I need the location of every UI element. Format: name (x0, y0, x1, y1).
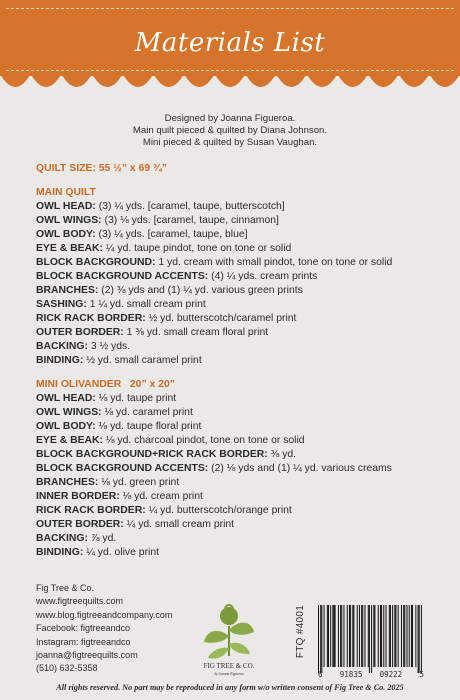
material-item (36, 546, 446, 560)
barcode-bar (328, 605, 329, 667)
materials-content (36, 162, 446, 560)
barcode-bar (327, 605, 328, 667)
barcode-bar (415, 605, 416, 667)
material-value: ¼ yd. small cream print (123, 519, 235, 530)
barcode-bar (395, 605, 396, 667)
material-value: (2) ⅜ yds and (1) ¼ yd. various green prints (98, 285, 303, 296)
barcode-bar (335, 605, 336, 667)
material-value: ⅛ yd. green print (98, 477, 180, 488)
barcode-bar (321, 605, 322, 673)
material-item (36, 354, 446, 368)
material-item (36, 476, 446, 490)
material-label: SASHING: (36, 299, 87, 310)
material-label: OWL WINGS: (36, 215, 102, 226)
barcode-bar (389, 605, 390, 667)
barcode-digits (318, 670, 424, 679)
material-value: 1 ¼ yd. small cream print (86, 299, 206, 310)
barcode-bar (340, 605, 341, 667)
barcode-bar (330, 605, 331, 667)
material-label: EYE & BEAK: (36, 243, 103, 254)
material-label: RICK RACK BORDER: (36, 313, 146, 324)
barcode-bar (398, 605, 399, 667)
material-value: ⅛ yd. taupe print (95, 393, 177, 404)
material-value: 3 ½ yds. (87, 341, 131, 352)
logo-subtext: by Joanna Figueroa (214, 672, 244, 676)
facebook-handle: Facebook: figtreeandco (36, 623, 131, 634)
barcode-bar (385, 605, 386, 667)
material-value: ⅛ yd. caramel print (101, 407, 193, 418)
barcode-bar (412, 605, 413, 667)
material-value: ¼ yd. taupe pindot, tone on tone or solid (102, 243, 292, 254)
mini-list (36, 392, 446, 560)
barcode-bar (318, 605, 319, 673)
credit-line: Mini pieced & quilted by Susan Vaughan. (142, 137, 318, 148)
barcode-bar (368, 605, 369, 667)
material-label: BLOCK BACKGROUND: (36, 257, 156, 268)
product-code-text: FTQ #4001 (295, 604, 307, 659)
barcode-bar (320, 605, 321, 673)
material-item (36, 298, 446, 312)
material-value: ⅞ yd. (87, 533, 117, 544)
material-label: BLOCK BACKGROUND ACCENTS: (36, 463, 209, 474)
material-item (36, 270, 446, 284)
main-quilt-list (36, 200, 446, 368)
barcode-bar (333, 605, 334, 667)
barcode-bar (332, 605, 333, 667)
barcode-bar (418, 605, 419, 673)
material-label: OWL HEAD: (36, 393, 96, 404)
quilt-size: QUILT SIZE: 55 ½” x 69 ¾” (36, 163, 167, 174)
barcode-bar (350, 605, 351, 667)
material-value: ⅛ yd. charcoal pindot, tone on tone or solid (102, 435, 305, 446)
material-item (36, 518, 446, 532)
material-item (36, 340, 446, 354)
material-item (36, 406, 446, 420)
material-label: BRANCHES: (36, 285, 99, 296)
material-item (36, 462, 446, 476)
barcode-bar (404, 605, 405, 667)
material-item (36, 392, 446, 406)
fig-tree-logo (196, 596, 262, 678)
barcode-bar (324, 605, 325, 667)
barcode-bar (353, 605, 354, 667)
material-label: RICK RACK BORDER: (36, 505, 146, 516)
material-item (36, 448, 446, 462)
email-link[interactable]: joanna@figtreequilts.com (36, 650, 138, 661)
barcode-bar (359, 605, 360, 667)
material-label: BLOCK BACKGROUND ACCENTS: (36, 271, 209, 282)
page-title: Materials List (134, 28, 326, 58)
material-item (36, 200, 446, 214)
barcode-bar (419, 605, 420, 673)
barcode-bar (362, 605, 363, 667)
material-label: OUTER BORDER: (36, 327, 124, 338)
material-label: OWL BODY: (36, 229, 96, 240)
material-item (36, 326, 446, 340)
scallop-shape (0, 74, 460, 87)
barcode-bar (371, 605, 372, 673)
main-quilt-heading: MAIN QUILT (36, 187, 96, 198)
material-label: OWL WINGS: (36, 407, 102, 418)
barcode-bar (374, 605, 375, 667)
material-value: ⅜ yd. (267, 449, 297, 460)
material-label: INNER BORDER: (36, 491, 120, 502)
contact-info (36, 582, 172, 676)
material-label: EYE & BEAK: (36, 435, 103, 446)
material-item (36, 532, 446, 546)
material-item (36, 434, 446, 448)
material-item (36, 256, 446, 270)
material-value: (3) ¼ yds. [caramel, taupe, blue] (95, 229, 248, 240)
material-value: ¼ yd. olive print (83, 547, 160, 558)
material-value: 1 ⅜ yd. small cream floral print (123, 327, 269, 338)
barcode-bar (369, 605, 370, 673)
barcode-bar (403, 605, 404, 667)
barcode-bar (407, 605, 408, 667)
barcode-bar (409, 605, 410, 667)
material-item (36, 420, 446, 434)
barcode-bar (401, 605, 402, 667)
material-label: BINDING: (36, 547, 84, 558)
material-value: ½ yd. butterscotch/caramel print (145, 313, 297, 324)
material-item (36, 490, 446, 504)
material-value: (2) ⅛ yds and (1) ¼ yd. various creams (208, 463, 392, 474)
barcode-bar (341, 605, 342, 667)
barcode-bar (338, 605, 339, 667)
barcode-bar (361, 605, 362, 667)
material-value: ⅛ yd. taupe floral print (95, 421, 202, 432)
barcode-bar (383, 605, 384, 667)
material-label: BACKING: (36, 533, 88, 544)
barcode-bar (390, 605, 391, 667)
barcode-bar (349, 605, 350, 667)
logo-text: FIG TREE & CO. (203, 662, 255, 670)
material-label: OWL HEAD: (36, 201, 96, 212)
barcode-bar (357, 605, 358, 667)
material-value: ½ yd. small caramel print (83, 355, 202, 366)
material-item (36, 504, 446, 518)
barcode-digit-group: 09222 (379, 670, 403, 679)
barcode-bar (378, 605, 379, 667)
barcode-bar (380, 605, 381, 667)
blog-link[interactable]: www.blog.figtreeandcompany.com (36, 609, 173, 620)
material-label: BINDING: (36, 355, 84, 366)
barcode-bar (343, 605, 344, 667)
material-label: OUTER BORDER: (36, 519, 124, 530)
barcode-bar (352, 605, 353, 667)
barcode-digit-group: 6 (318, 670, 323, 679)
material-value: 1 yd. cream with small pindot, tone on tone or solid (155, 257, 393, 268)
material-value: (3) ¼ yds. [caramel, taupe, butterscotch] (95, 201, 285, 212)
material-item (36, 312, 446, 326)
banner-stitch-top (6, 8, 454, 9)
barcode-bar (411, 605, 412, 667)
barcode-bar (347, 605, 348, 667)
company-name: Fig Tree & Co. (36, 583, 95, 593)
barcode-bar (381, 605, 382, 667)
material-item (36, 242, 446, 256)
product-code (295, 600, 318, 672)
instagram-handle: Instagram: figtreeandco (36, 636, 131, 647)
material-value: (3) ⅛ yds. [caramel, taupe, cinnamon] (101, 215, 279, 226)
copyright-notice: All rights reserved. No part may be reproduced in any form w/o written consent of Fig Tree & Co. 2025 (56, 683, 404, 692)
material-item (36, 284, 446, 298)
material-label: BACKING: (36, 341, 88, 352)
material-label: BRANCHES: (36, 477, 99, 488)
material-label: BLOCK BACKGROUND+RICK RACK BORDER: (36, 449, 268, 460)
barcode-bar (421, 605, 422, 673)
material-item (36, 214, 446, 228)
mini-heading: MINI OLIVANDER 20” x 20” (36, 379, 175, 390)
barcode-bar (392, 605, 393, 667)
website-link[interactable]: www.figtreequilts.com (36, 596, 124, 607)
material-value: ¼ yd. butterscotch/orange print (145, 505, 292, 516)
barcode-digit-group: 5 (419, 670, 424, 679)
barcode-bar (373, 605, 374, 667)
phone-number: (510) 632-5358 (36, 663, 98, 674)
header-banner (0, 0, 460, 76)
barcode-digit-group: 91835 (339, 670, 363, 679)
banner-scallop-edge (0, 74, 460, 88)
credits (0, 113, 460, 149)
credit-line: Designed by Joanna Figueroa. (164, 113, 296, 124)
material-item (36, 228, 446, 242)
credit-line: Main quilt pieced & quilted by Diana Johnson. (132, 125, 328, 136)
material-label: OWL BODY: (36, 421, 96, 432)
barcode (318, 600, 422, 678)
banner-stitch-bottom (6, 70, 454, 71)
barcode-bar (364, 605, 365, 667)
material-value: (4) ¼ yds. cream prints (208, 271, 318, 282)
barcode-bar (394, 605, 395, 667)
material-value: ⅛ yd. cream print (119, 491, 203, 502)
